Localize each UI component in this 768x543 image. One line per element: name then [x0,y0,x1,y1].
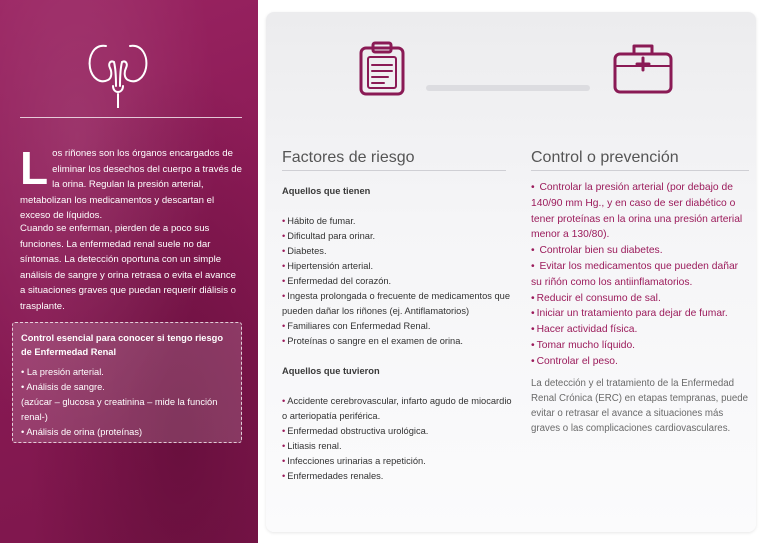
list-item: • Enfermedad obstructiva urológica. [282,426,429,436]
drop-cap: L [20,142,49,194]
clipboard-icon [358,40,406,96]
control-title: Control o prevención [531,149,679,166]
list-item: • Infecciones urinarias a repetición. [282,456,426,466]
group-label: Aquellos que tienen [282,186,371,196]
list-item: • Controlar el peso. [531,355,618,367]
risk-factors-title: Factores de riesgo [282,149,415,166]
box-item: • Análisis de sangre. [21,382,105,392]
risk-list-2 [282,394,512,484]
list-item: • Controlar bien su diabetes. [531,245,663,257]
essential-control-box [12,322,242,443]
group-label: Aquellos que tuvieron [282,366,380,376]
list-item: • Hábito de fumar. [282,216,356,226]
box-item: (azúcar – glucosa y creatinina – mide la función renal-) [21,397,218,422]
list-item: • Enfermedades renales. [282,471,384,481]
list-item: • Proteínas o sangre en el examen de orina. [282,336,463,346]
prevention-list [531,180,751,370]
list-item: • Iniciar un tratamiento para dejar de fumar. [531,308,728,320]
list-item: • Hacer actividad física. [531,324,638,336]
list-item: • Hipertensión arterial. [282,261,374,271]
divider [20,117,242,118]
risk-list-1 [282,214,512,349]
list-item: • Ingesta prolongada o frecuente de medicamentos que pueden dañar los riñones (ej. Antiflamatorios) [282,291,511,316]
box-item: • La presión arterial. [21,367,104,377]
control-column [531,180,751,370]
detection-note: La detección y el tratamiento de la Enfermedad Renal Crónica (ERC) en etapas tempranas, puede evitar o retrasar el avance a situaciones más graves o las complicaciones cardiovasculares. [531,378,749,434]
divider [282,170,506,171]
intro-paragraph-2: Cuando se enferman, pierden de a poco sus funciones. La enfermedad renal suele no dar síntomas. La detección oportuna con un simple análisis de sangre y orina retrasa o evita el avance a situaciones graves que puedan requerir diálisis o trasplante. [20,223,236,312]
risk-factors-column [282,184,512,484]
divider [531,170,749,171]
list-item: • Evitar los medicamentos que pueden dañar su riñón como los antiinflamatorios. [531,260,739,288]
left-panel [0,0,258,543]
connector-bar [426,85,590,91]
list-item: • Tomar mucho líquido. [531,339,636,351]
box-title: Control esencial para conocer si tengo riesgo de Enfermedad Renal [21,333,224,357]
list-item: • Enfermedad del corazón. [282,276,392,286]
list-item: • Accidente cerebrovascular, infarto agudo de miocardio o arteriopatía periférica. [282,396,512,421]
intro-paragraph [20,142,242,224]
list-item: • Controlar la presión arterial (por debajo de 140/90 mm Hg., y en caso de ser diabético o tener proteínas en la orina una presión arterial menor a 130/80). [531,182,743,241]
list-item: • Diabetes. [282,246,327,256]
list-item: • Familiares con Enfermedad Renal. [282,321,431,331]
box-item: • Análisis de orina (proteínas) [21,427,143,437]
intro-text: os riñones son los órganos encargados de eliminar los desechos del cuerpo a través de la orina. Regulan la presión arterial, metabolizan los medicamentos y descartan el exceso de líquidos. [20,148,242,222]
medical-kit-icon [612,40,674,96]
kidney-icon [86,38,150,108]
list-item: • Reducir el consumo de sal. [531,292,661,304]
list-item: • Dificultad para orinar. [282,231,376,241]
list-item: • Litiasis renal. [282,441,342,451]
